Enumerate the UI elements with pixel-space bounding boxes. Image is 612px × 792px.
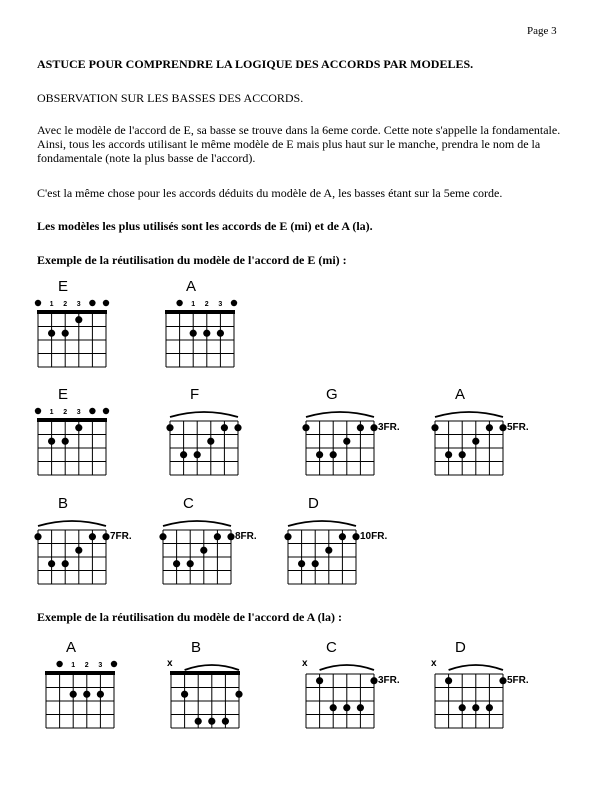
observation-title: OBSERVATION SUR LES BASSES DES ACCORDS. xyxy=(37,91,304,105)
finger-dot xyxy=(445,451,452,458)
barre-arc xyxy=(306,412,374,417)
finger-dot xyxy=(343,438,350,445)
chord-name: F xyxy=(190,386,200,403)
page-number: Page 3 xyxy=(527,25,557,37)
fret-position-label: 3FR. xyxy=(378,422,400,433)
paragraph-fondamentale: Avec le modèle de l'accord de E, sa basse se trouve dans la 6eme corde. Cette note s'appelle la fondamentale. Ainsi, tous les accords utilisant le même modèle de E mais plus haut sur le manche, prendra le nom de la fondamentale (note la plus basse de l'accord). xyxy=(37,123,561,165)
open-string-marker xyxy=(89,408,95,414)
nut-bar xyxy=(170,671,240,675)
finger-dot xyxy=(298,560,305,567)
finger-dot xyxy=(159,533,166,540)
finger-number: 1 xyxy=(191,301,196,308)
example-e-heading: Exemple de la réutilisation du modèle de l'accord de E (mi) : xyxy=(37,253,347,267)
finger-dot xyxy=(472,704,479,711)
finger-number: 1 xyxy=(49,409,54,416)
nut-bar xyxy=(37,418,107,422)
finger-dot xyxy=(235,691,242,698)
chord-name: G xyxy=(326,386,338,403)
finger-dot xyxy=(459,704,466,711)
barre-arc xyxy=(38,521,106,526)
fret-position-label: 5FR. xyxy=(507,675,529,686)
barre-arc xyxy=(185,665,239,670)
barre-arc xyxy=(170,412,238,417)
chord-diagram-c xyxy=(298,636,408,736)
chord-name: A xyxy=(66,639,77,656)
chord-diagram-b xyxy=(30,492,140,592)
barre-arc xyxy=(320,665,374,670)
open-string-marker xyxy=(103,300,109,306)
page-heading: ASTUCE POUR COMPRENDRE LA LOGIQUE DES ACCORDS PAR MODELES. xyxy=(37,57,474,71)
finger-dot xyxy=(352,533,359,540)
open-string-marker xyxy=(89,300,95,306)
finger-number: 2 xyxy=(84,662,89,669)
finger-dot xyxy=(330,704,337,711)
finger-dot xyxy=(459,451,466,458)
finger-dot xyxy=(62,560,69,567)
finger-dot xyxy=(207,438,214,445)
finger-dot xyxy=(431,424,438,431)
example-a-heading: Exemple de la réutilisation du modèle de l'accord de A (la) : xyxy=(37,610,342,624)
finger-dot xyxy=(102,533,109,540)
finger-dot xyxy=(208,718,215,725)
finger-number: 1 xyxy=(71,662,76,669)
chord-name: E xyxy=(58,386,69,403)
fret-position-label: 5FR. xyxy=(507,422,529,433)
chord-diagram-g xyxy=(298,383,408,483)
chord-name: D xyxy=(455,639,466,656)
fret-position-label: 3FR. xyxy=(378,675,400,686)
chord-name: A xyxy=(186,278,197,295)
finger-number: 3 xyxy=(218,301,223,308)
finger-dot xyxy=(62,330,69,337)
fret-position-label: 8FR. xyxy=(235,531,257,542)
finger-dot xyxy=(83,691,90,698)
finger-number: 3 xyxy=(76,301,81,308)
finger-dot xyxy=(330,451,337,458)
finger-number: 3 xyxy=(98,662,103,669)
finger-dot xyxy=(75,316,82,323)
finger-dot xyxy=(181,691,188,698)
finger-dot xyxy=(316,677,323,684)
fret-position-label: 7FR. xyxy=(110,531,132,542)
chord-name: C xyxy=(326,639,337,656)
nut-bar xyxy=(165,310,235,314)
finger-dot xyxy=(62,438,69,445)
finger-dot xyxy=(194,451,201,458)
finger-dot xyxy=(75,424,82,431)
finger-number: 1 xyxy=(49,301,54,308)
finger-dot xyxy=(75,547,82,554)
chord-diagram-e xyxy=(30,383,140,483)
barre-arc xyxy=(435,412,503,417)
finger-dot xyxy=(221,424,228,431)
finger-dot xyxy=(190,330,197,337)
chord-diagram-f xyxy=(162,383,272,483)
finger-dot xyxy=(187,560,194,567)
chord-name: B xyxy=(58,495,69,512)
finger-dot xyxy=(284,533,291,540)
finger-dot xyxy=(180,451,187,458)
barre-arc xyxy=(288,521,356,526)
open-string-marker xyxy=(56,661,62,667)
finger-dot xyxy=(357,704,364,711)
finger-dot xyxy=(316,451,323,458)
finger-dot xyxy=(227,533,234,540)
finger-dot xyxy=(370,424,377,431)
chord-diagram-b xyxy=(163,636,273,736)
chord-name: C xyxy=(183,495,194,512)
open-string-marker xyxy=(176,300,182,306)
open-string-marker xyxy=(231,300,237,306)
chord-name: B xyxy=(191,639,202,656)
finger-dot xyxy=(486,704,493,711)
finger-dot xyxy=(234,424,241,431)
finger-dot xyxy=(70,691,77,698)
finger-dot xyxy=(203,330,210,337)
finger-dot xyxy=(302,424,309,431)
finger-dot xyxy=(214,533,221,540)
chord-diagram-a xyxy=(38,636,148,736)
finger-dot xyxy=(200,547,207,554)
finger-dot xyxy=(222,718,229,725)
finger-dot xyxy=(343,704,350,711)
finger-dot xyxy=(34,533,41,540)
mute-marker: x xyxy=(302,658,308,669)
finger-number: 2 xyxy=(63,409,68,416)
chord-name: E xyxy=(58,278,69,295)
chord-diagram-a xyxy=(427,383,537,483)
finger-dot xyxy=(486,424,493,431)
chord-diagram-d xyxy=(427,636,537,736)
finger-dot xyxy=(97,691,104,698)
mute-marker: x xyxy=(167,658,173,669)
chord-diagram-d xyxy=(280,492,390,592)
nut-bar xyxy=(37,310,107,314)
open-string-marker xyxy=(35,408,41,414)
open-string-marker xyxy=(35,300,41,306)
finger-number: 2 xyxy=(63,301,68,308)
mute-marker: x xyxy=(431,658,437,669)
chord-diagram-a xyxy=(158,275,268,375)
chord-diagram-c xyxy=(155,492,265,592)
finger-dot xyxy=(499,677,506,684)
fret-position-label: 10FR. xyxy=(360,531,388,542)
finger-dot xyxy=(48,330,55,337)
open-string-marker xyxy=(103,408,109,414)
barre-arc xyxy=(449,665,503,670)
chord-diagram-e xyxy=(30,275,140,375)
models-line: Les modèles les plus utilisés sont les accords de E (mi) et de A (la). xyxy=(37,219,373,233)
finger-dot xyxy=(166,424,173,431)
finger-dot xyxy=(48,438,55,445)
finger-dot xyxy=(472,438,479,445)
barre-arc xyxy=(163,521,231,526)
finger-dot xyxy=(312,560,319,567)
finger-number: 2 xyxy=(204,301,209,308)
finger-dot xyxy=(499,424,506,431)
chord-name: A xyxy=(455,386,466,403)
finger-dot xyxy=(89,533,96,540)
finger-dot xyxy=(325,547,332,554)
finger-dot xyxy=(173,560,180,567)
finger-dot xyxy=(445,677,452,684)
finger-dot xyxy=(357,424,364,431)
finger-dot xyxy=(339,533,346,540)
finger-number: 3 xyxy=(76,409,81,416)
chord-name: D xyxy=(308,495,319,512)
finger-dot xyxy=(217,330,224,337)
finger-dot xyxy=(370,677,377,684)
open-string-marker xyxy=(111,661,117,667)
finger-dot xyxy=(48,560,55,567)
nut-bar xyxy=(45,671,115,675)
finger-dot xyxy=(195,718,202,725)
paragraph-a-model: C'est la même chose pour les accords déduits du modèle de A, les basses étant sur la 5eme corde. xyxy=(37,186,503,200)
